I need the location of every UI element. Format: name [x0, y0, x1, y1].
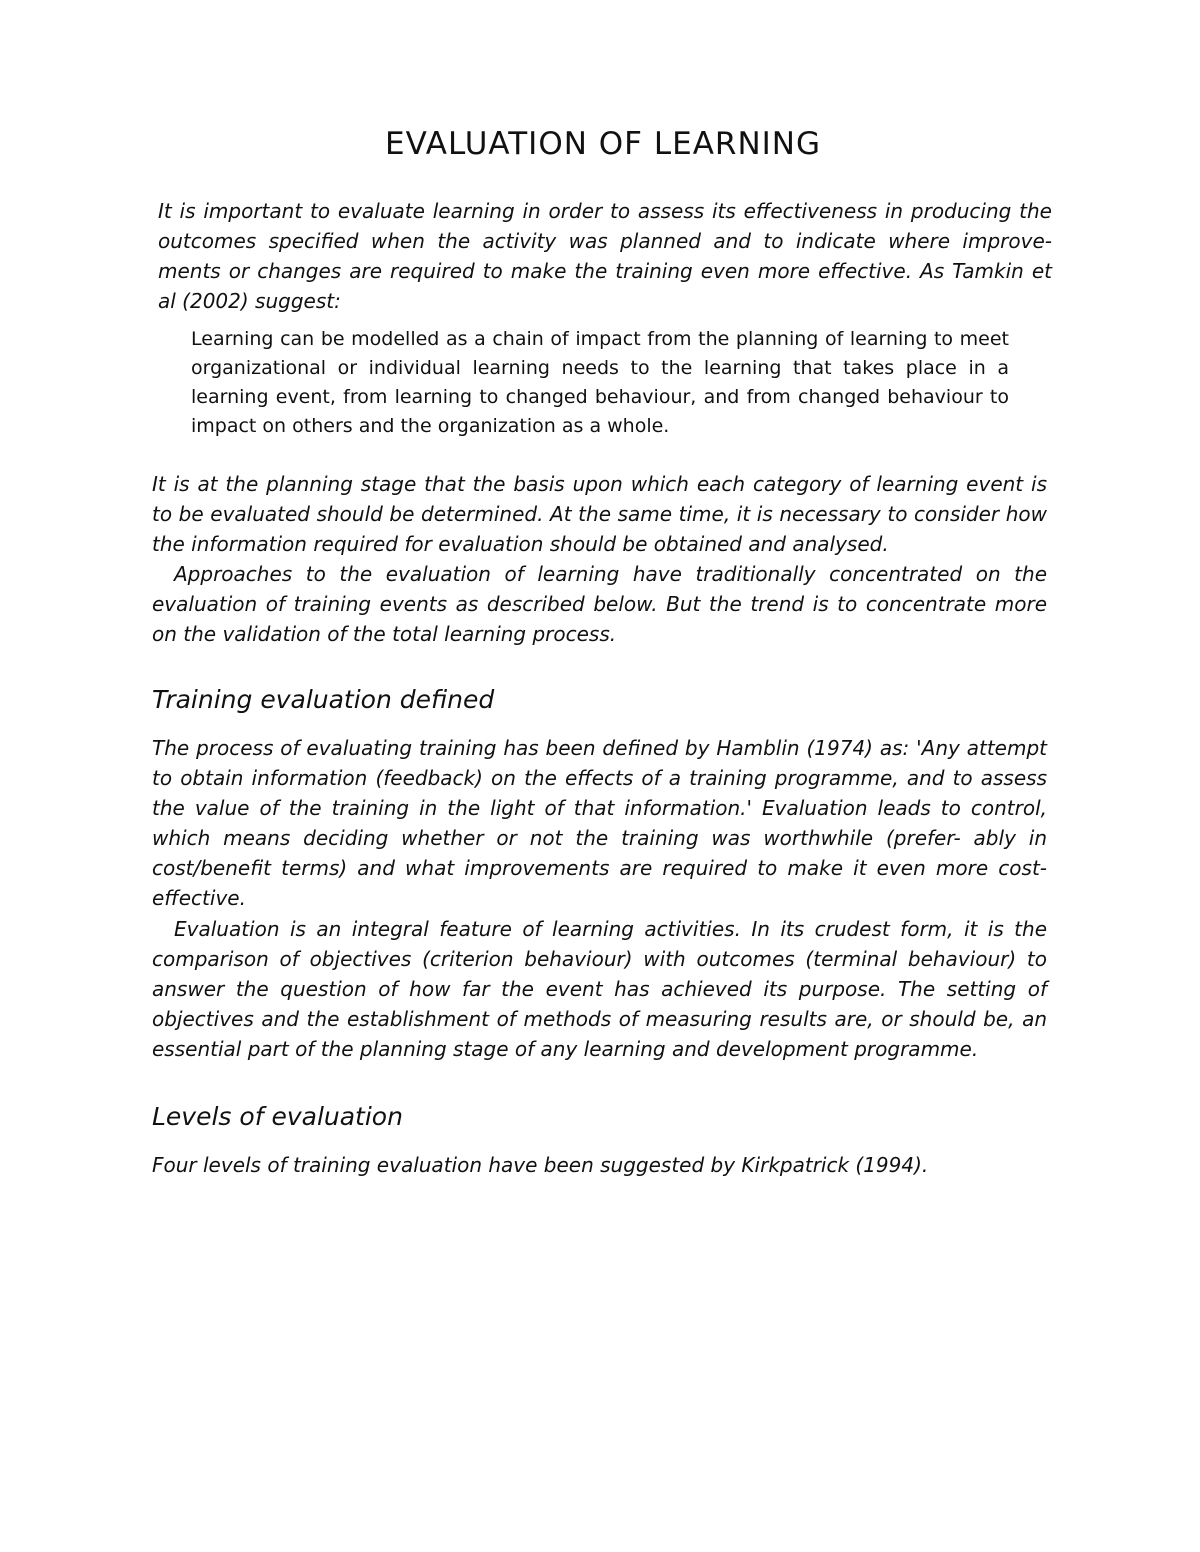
planning-paragraph: It is at the planning stage that the basis upon which each category of learning event is to be evaluated should be determined. At the same time, it is necessary to consider how the information required for evaluation should be obtained and analysed. [152, 472, 1047, 556]
integral-feature-paragraph: Evaluation is an integral feature of learning activities. In its crudest form, it is the comparison of objectives (criterion behaviour) with outcomes (terminal behaviour) to answer the question of how far the event has achieved its purpose. The setting of objectives and the establishment of methods of measuring results are, or should be, an essential part of the planning stage of any learning and development programme. [152, 917, 1047, 1061]
section-heading-training-evaluation: Training evaluation defined [152, 685, 495, 714]
section-heading-levels-of-evaluation: Levels of evaluation [152, 1102, 403, 1131]
kirkpatrick-paragraph: Four levels of training evaluation have been suggested by Kirkpatrick (1994). [152, 1153, 929, 1177]
hamblin-definition-paragraph: The process of evaluating training has been defined by Hamblin (1974) as: 'Any attempt to obtain information (feedback) on the effects of a training programme, and to assess the value of the training in the light of that information.' Evaluation leads to control, which means deciding whether or not the training was worthwhile (prefer- ably in cost/benefit terms) and what improvements are required to make it even more cost-effective. [152, 736, 1047, 910]
approaches-paragraph: Approaches to the evaluation of learning have traditionally concentrated on the evaluation of training events as described below. But the trend is to concentrate more on the validation of the total learning process. [152, 562, 1047, 646]
block-quote: Learning can be modelled as a chain of impact from the planning of learning to meet organizational or individual learning needs to the learning that takes place in a learning event, from learning to changed behaviour, and from changed behaviour to impact on others and the organization as a whole. [191, 328, 1009, 437]
page-title: EVALUATION OF LEARNING [385, 126, 821, 162]
intro-paragraph: It is important to evaluate learning in order to assess its effectiveness in producing the outcomes specified when the activity was planned and to indicate where improve- ments or changes are required to make the training even more effective. As Tamkin et al (2002) suggest: [158, 199, 1052, 313]
